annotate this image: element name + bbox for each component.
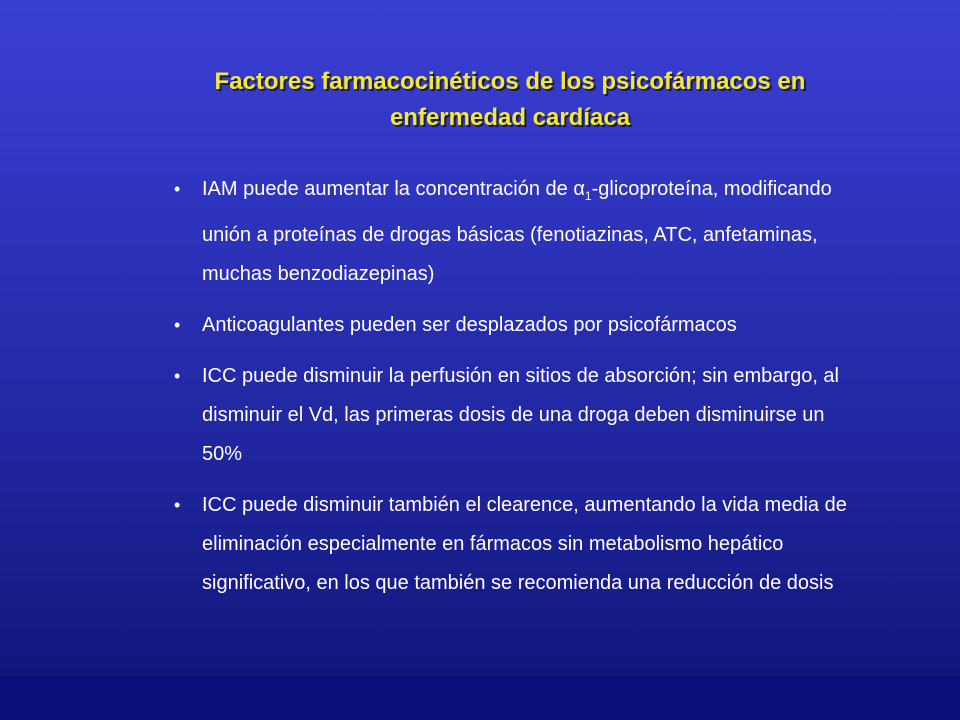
greek-alpha: α [573,178,585,200]
bullet-text: IAM puede aumentar la concentración de [202,178,574,200]
subscript: 1 [584,189,592,203]
bullet-item [170,486,860,603]
bullet-dot: • [174,315,181,335]
bullet-text: ICC puede disminuir también el clearence, aumentando la vida media de eliminación especialmente en fármacos sin metabolismo hepático significativo, en los que también se recomienda una reducción de dosis [202,494,847,594]
slide-title [150,64,870,136]
slide-title-line-1: Factores farmacocinéticos de los psicofármacos en [214,68,806,95]
bullet-text: Anticoagulantes pueden ser desplazados por psicofármacos [202,314,737,336]
bullet-item [170,170,860,294]
bullet-item [170,306,860,345]
slide-title-line-2: enfermedad cardíaca [389,104,631,131]
bullet-list [170,170,860,615]
bullet-dot: • [174,495,181,515]
bullet-text: ICC puede disminuir la perfusión en sitios de absorción; sin embargo, al disminuir el Vd, las primeras dosis de una droga deben disminuirse un 50% [202,365,840,465]
footer-band [0,676,960,720]
bullet-item [170,357,860,474]
bullet-dot: • [174,179,181,199]
bullet-text-cont: -glicoproteína, modificando unión a proteínas de drogas básicas (fenotiazinas, ATC, anfetaminas, muchas benzodiazepinas) [202,178,832,285]
bullet-dot: • [174,366,181,386]
